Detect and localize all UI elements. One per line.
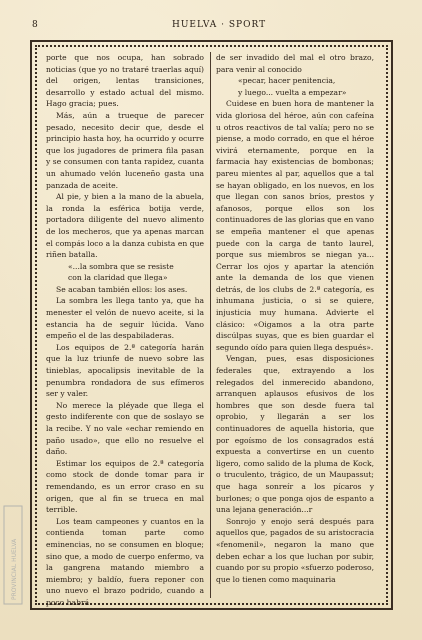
verse-line: con la claridad que llega» xyxy=(68,273,168,283)
page-header xyxy=(32,20,392,36)
running-title: HUELVA · SPORT xyxy=(172,20,267,30)
paragraph: Más, aún a trueque de parecer pesado, necesito decir que, desde el principio hasta hoy, ha ocurrido y ocurre que los jugadores de primera fila pasan y se consumen con tanta rapidez, cuanta un ahumado velón luceneño gasta una panzada de aceite. xyxy=(46,110,204,190)
paragraph: Los team campeones y cuantos en la contienda toman parte como eminencias, no se consumen en bloque; sino que, a modo de cuerpo enfermo, va la gangrena matando miembro a miembro; y baldío, fuera reponer con uno nuevo el brazo podrido, cuando a poco habrá xyxy=(46,516,204,607)
verse-line: «...la sombra que se resiste xyxy=(68,261,174,271)
article-frame xyxy=(30,40,393,610)
verse-line: y luego... vuelta a empezar» xyxy=(238,87,347,97)
paragraph: de ser invadido del mal el otro brazo, para venir al conocido xyxy=(216,53,374,74)
right-column xyxy=(216,52,374,585)
paragraph: Estimar los equipos de 2.ª categoría como stock de donde tomar para ir remendando, es un error craso en su origen, que al fin se trueca en mal terrible. xyxy=(46,458,204,515)
paragraph: Vengan, pues, esas disposiciones federales que, extrayendo a los relegados del inmerecido abandono, arranquen aplausos efusivos de los hombres que son desde fuera tal oprobio, y llegarán a ser los continuadores de aquella historia, que por egoísmo de los consagrados está expuesta a convertirse en un cuento ligero, como salido de la pluma de Kock, o truculento, trágico, de un Maupassut; que haga sonreír a los pícaros y burlones; o que ponga ojos de espanto a una lejana generación...r xyxy=(216,354,374,515)
paragraph: La sombra les llega tanto ya, que ha menester el velón de nuevo aceite, si la estancia ha de seguir lúcida. Vano empeño el de las despabiladeras. xyxy=(46,296,204,341)
column-divider xyxy=(210,52,211,598)
stamp-text: PROVINCIAL HUELVA xyxy=(11,538,18,600)
left-column xyxy=(46,52,204,609)
paragraph: Se acaban también ellos: los ases. xyxy=(56,284,188,294)
library-stamp xyxy=(3,505,23,605)
verse-line: «pecar, hacer penitencia, xyxy=(238,76,336,86)
paragraph: Los equipos de 2.ª categoría harán que la luz triunfe de nuevo sobre las tinieblas, apocalipsis inevitable de la penumbra rondadora de sus efímeros ser y valer. xyxy=(46,342,204,399)
paragraph: Sonrojo y enojo será después para aquellos que, pagados de su aristocracia «fenomenil», negaron la mano que deben echar a los que luchan por subir, cuando por su propio «sfuerzo poderoso, que lo tienen como maquinaria xyxy=(216,516,374,584)
paragraph: porte que nos ocupa, han sobrado noticias (que yo no trataré traerlas aquí) del origen, lentas transiciones, desarrollo y estado actual del mismo. Hago gracia; pues. xyxy=(46,53,204,109)
paragraph: No merece la pléyade que llega el gesto indiferente con que de soslayo se la recibe. Y no vale «echar remiendo en paño usado», que ello no resuelve el daño. xyxy=(46,400,204,457)
paragraph: Cuidese en buen hora de mantener la vida gloriosa del héroe, aún con cafeína u otros reactivos de tal valía; pero no se piense, a modo corrado, en que el héroe vivirá eternamente, porque en la farmacia hay existencias de bombonas; pareu mientes al par, aquellos que a tal se hayan obligado, en los nuevos, en los que llegan con sanos bríos, prestos y afanosos, porque ellos son los continuadores de las glorias que en vano se empeña mantener el que apenas puede con la carga de tanto laurel, porque sus miembros se niegan ya... Cerrar los ojos y apartar la atención ante la demanda de los que vienen detrás, de los clubs de 2.ª categoría, es inhumana justicia, o si se quiere, injusticia muy humana. Advierte el clásico: «Oigamos a la otra parte discúlpas suyas, que es bien guardar el segundo oído para quien llega después». xyxy=(216,99,374,352)
paragraph: Al pie, y bien a la mano de la abuela, la ronda la esférica botija verde, portadora diligente del nuevo alimento de los mecheros, que ya apenas marcan el compás loco a la danza cubista en que riñen batalla. xyxy=(46,192,204,260)
page-number: 8 xyxy=(32,20,39,30)
